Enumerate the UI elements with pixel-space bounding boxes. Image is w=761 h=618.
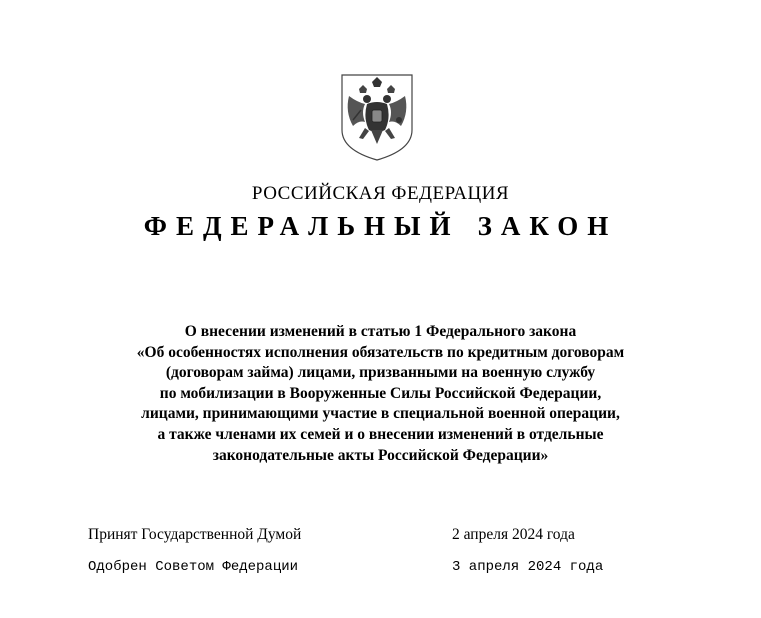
title-line: (договорам займа) лицами, призванными на военную службу — [165, 364, 596, 382]
coat-of-arms-icon — [339, 72, 415, 162]
title-line: законодательные акты Российской Федерации» — [212, 446, 549, 464]
adoption-label: Одобрен Советом Федерации — [88, 559, 299, 575]
title-line: О внесении изменений в статью 1 Федерального закона — [184, 323, 577, 340]
document-type-word-1: ФЕДЕРАЛЬНЫЙ — [143, 211, 460, 241]
title-line: лицами, принимающими участие в специальной военной операции, — [141, 405, 620, 423]
title-line: по мобилизации в Вооруженные Силы Российской Федерации, — [159, 384, 602, 402]
title-line: «Об особенностях исполнения обязательств по кредитным договорам — [136, 343, 625, 361]
adoption-date: 2 апреля 2024 года — [452, 526, 575, 543]
title-line: а также членами их семей и о внесении изменений в отдельные — [157, 425, 604, 443]
document-type — [0, 211, 761, 242]
adoption-date: 3 апреля 2024 года — [452, 559, 604, 575]
country-name: РОССИЙСКАЯ ФЕДЕРАЦИЯ — [251, 183, 510, 204]
adoption-row-council — [0, 559, 761, 581]
law-title — [40, 322, 721, 466]
document-type-word-2: ЗАКОН — [477, 211, 618, 241]
adoption-label: Принят Государственной Думой — [88, 526, 302, 543]
adoption-row-duma — [0, 526, 761, 548]
